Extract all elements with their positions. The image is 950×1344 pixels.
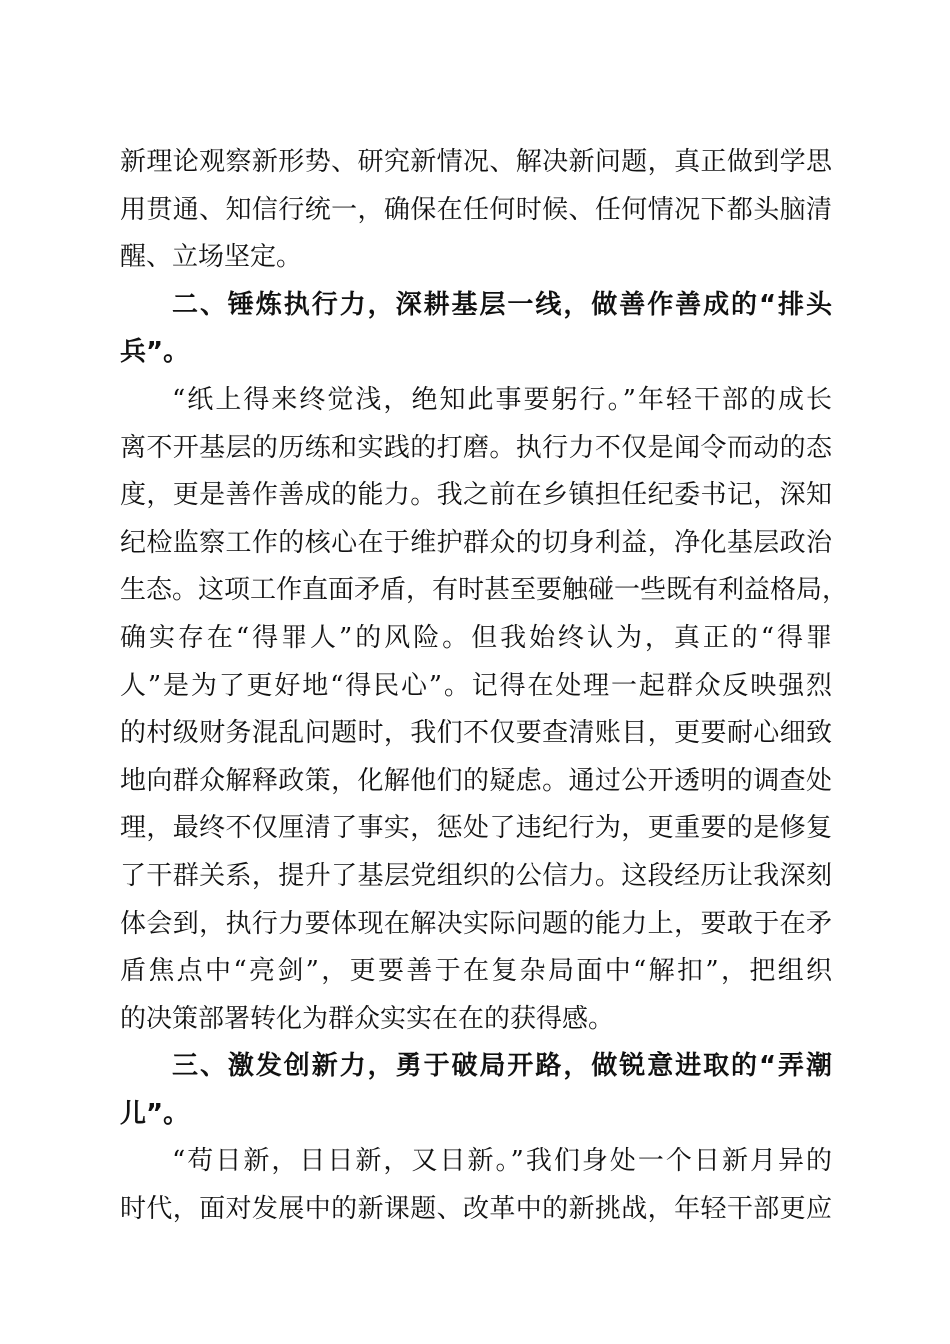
body-text-line: 地向群众解释政策，化解他们的疑虑。通过公开透明的调查处 — [120, 765, 832, 796]
body-text-line: 用贯通、知信行统一，确保在任何时候、任何情况下都头脑清 — [120, 194, 832, 225]
body-text-line: 体会到，执行力要体现在解决实际问题的能力上，要敢于在矛 — [120, 908, 832, 939]
body-text-line: 理，最终不仅厘清了事实，惩处了违纪行为，更重要的是修复 — [120, 813, 832, 844]
body-text-line: 纪检监察工作的核心在于维护群众的切身利益，净化基层政治 — [120, 527, 832, 558]
body-text-line: 度，更是善作善成的能力。我之前在乡镇担任纪委书记，深知 — [120, 480, 832, 511]
body-text-line: 生态。这项工作直面矛盾，有时甚至要触碰一些既有利益格局， — [120, 575, 849, 606]
body-text-line: 人”是为了更好地“得民心”。记得在处理一起群众反映强烈 — [120, 670, 832, 701]
body-text-line: 的村级财务混乱问题时，我们不仅要查清账目，更要耐心细致 — [120, 718, 832, 749]
paragraph-last-line: 醒、立场坚定。 — [120, 242, 303, 273]
paragraph-last-line: 的决策部署转化为群众实实在在的获得感。 — [120, 1003, 615, 1034]
document-body — [120, 139, 849, 1234]
body-text-line: 了干群关系，提升了基层党组织的公信力。这段经历让我深刻 — [120, 860, 832, 891]
section-heading-line: 三、激发创新力，勇于破局开路，做锐意进取的“弄潮 — [172, 1051, 832, 1082]
section-heading-line: 兵”。 — [120, 337, 190, 368]
body-text-line: 离不开基层的历练和实践的打磨。执行力不仅是闻令而动的态 — [120, 432, 832, 463]
paragraph-first-line: “纸上得来终觉浅，绝知此事要躬行。”年轻干部的成长 — [172, 384, 832, 415]
section-heading-line: 儿”。 — [120, 1098, 190, 1129]
body-text-line: 确实存在“得罪人”的风险。但我始终认为，真正的“得罪 — [120, 622, 832, 653]
body-text-line: 盾焦点中“亮剑”，更要善于在复杂局面中“解扣”，把组织 — [120, 956, 832, 987]
body-text-line: 新理论观察新形势、研究新情况、解决新问题，真正做到学思 — [120, 147, 832, 177]
paragraph-first-line: “苟日新，日日新，又日新。”我们身处一个日新月异的 — [172, 1146, 832, 1177]
section-heading-line: 二、锤炼执行力，深耕基层一线，做善作善成的“排头 — [172, 289, 832, 320]
body-text-line: 时代，面对发展中的新课题、改革中的新挑战，年轻干部更应 — [120, 1194, 832, 1225]
